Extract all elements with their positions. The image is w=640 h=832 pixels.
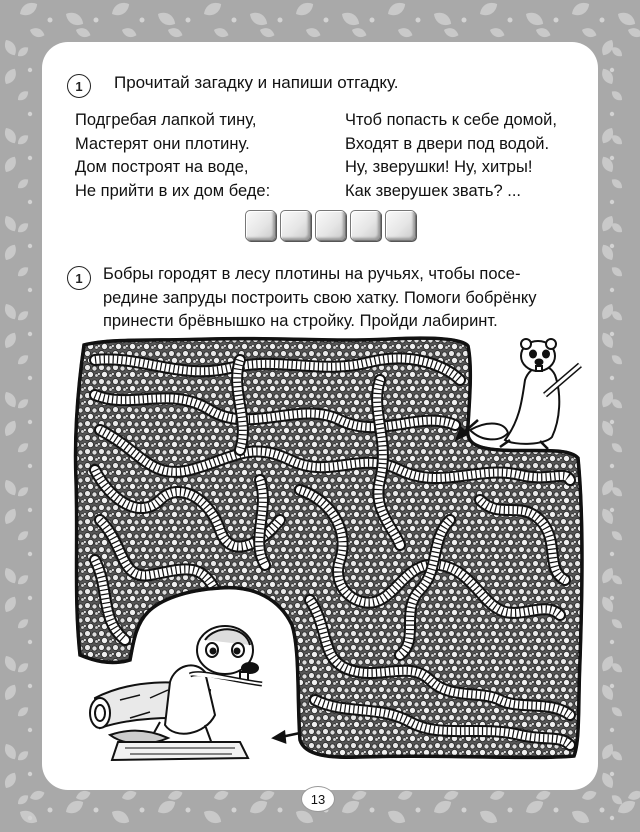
finish-arrow-icon: [274, 732, 300, 742]
riddle-line: Подгребая лапкой тину,: [75, 111, 257, 129]
riddle-line: Мастерят они плотину.: [75, 134, 250, 153]
task-number-badge: 1: [67, 266, 91, 290]
riddle-line: Входят в двери под водой.: [345, 134, 550, 153]
task-number-badge: 1: [67, 74, 91, 98]
instruction-line: редине запруды построить свою хатку. Помоги бобрёнку: [103, 288, 537, 307]
riddle-line: Не прийти в их дом беде:: [75, 181, 271, 200]
riddle-line: Как зверушек звать? ...: [345, 181, 521, 200]
riddle-line: Дом построят на воде,: [75, 158, 249, 176]
instruction-line: Бобры городят в лесу плотины на ручьях, чтобы посе-: [103, 265, 521, 283]
task1-instruction: Прочитай загадку и напиши отгадку.: [114, 73, 399, 92]
instruction-line: принести брёвнышко на стройку. Пройди лабиринт.: [103, 312, 498, 330]
riddle-line: Чтоб попасть к себе домой,: [345, 111, 557, 129]
beaver-with-log-icon: [470, 339, 580, 449]
page-number: 13: [301, 786, 335, 812]
riddle-line: Ну, зверушки! Ну, хитры!: [345, 158, 533, 176]
